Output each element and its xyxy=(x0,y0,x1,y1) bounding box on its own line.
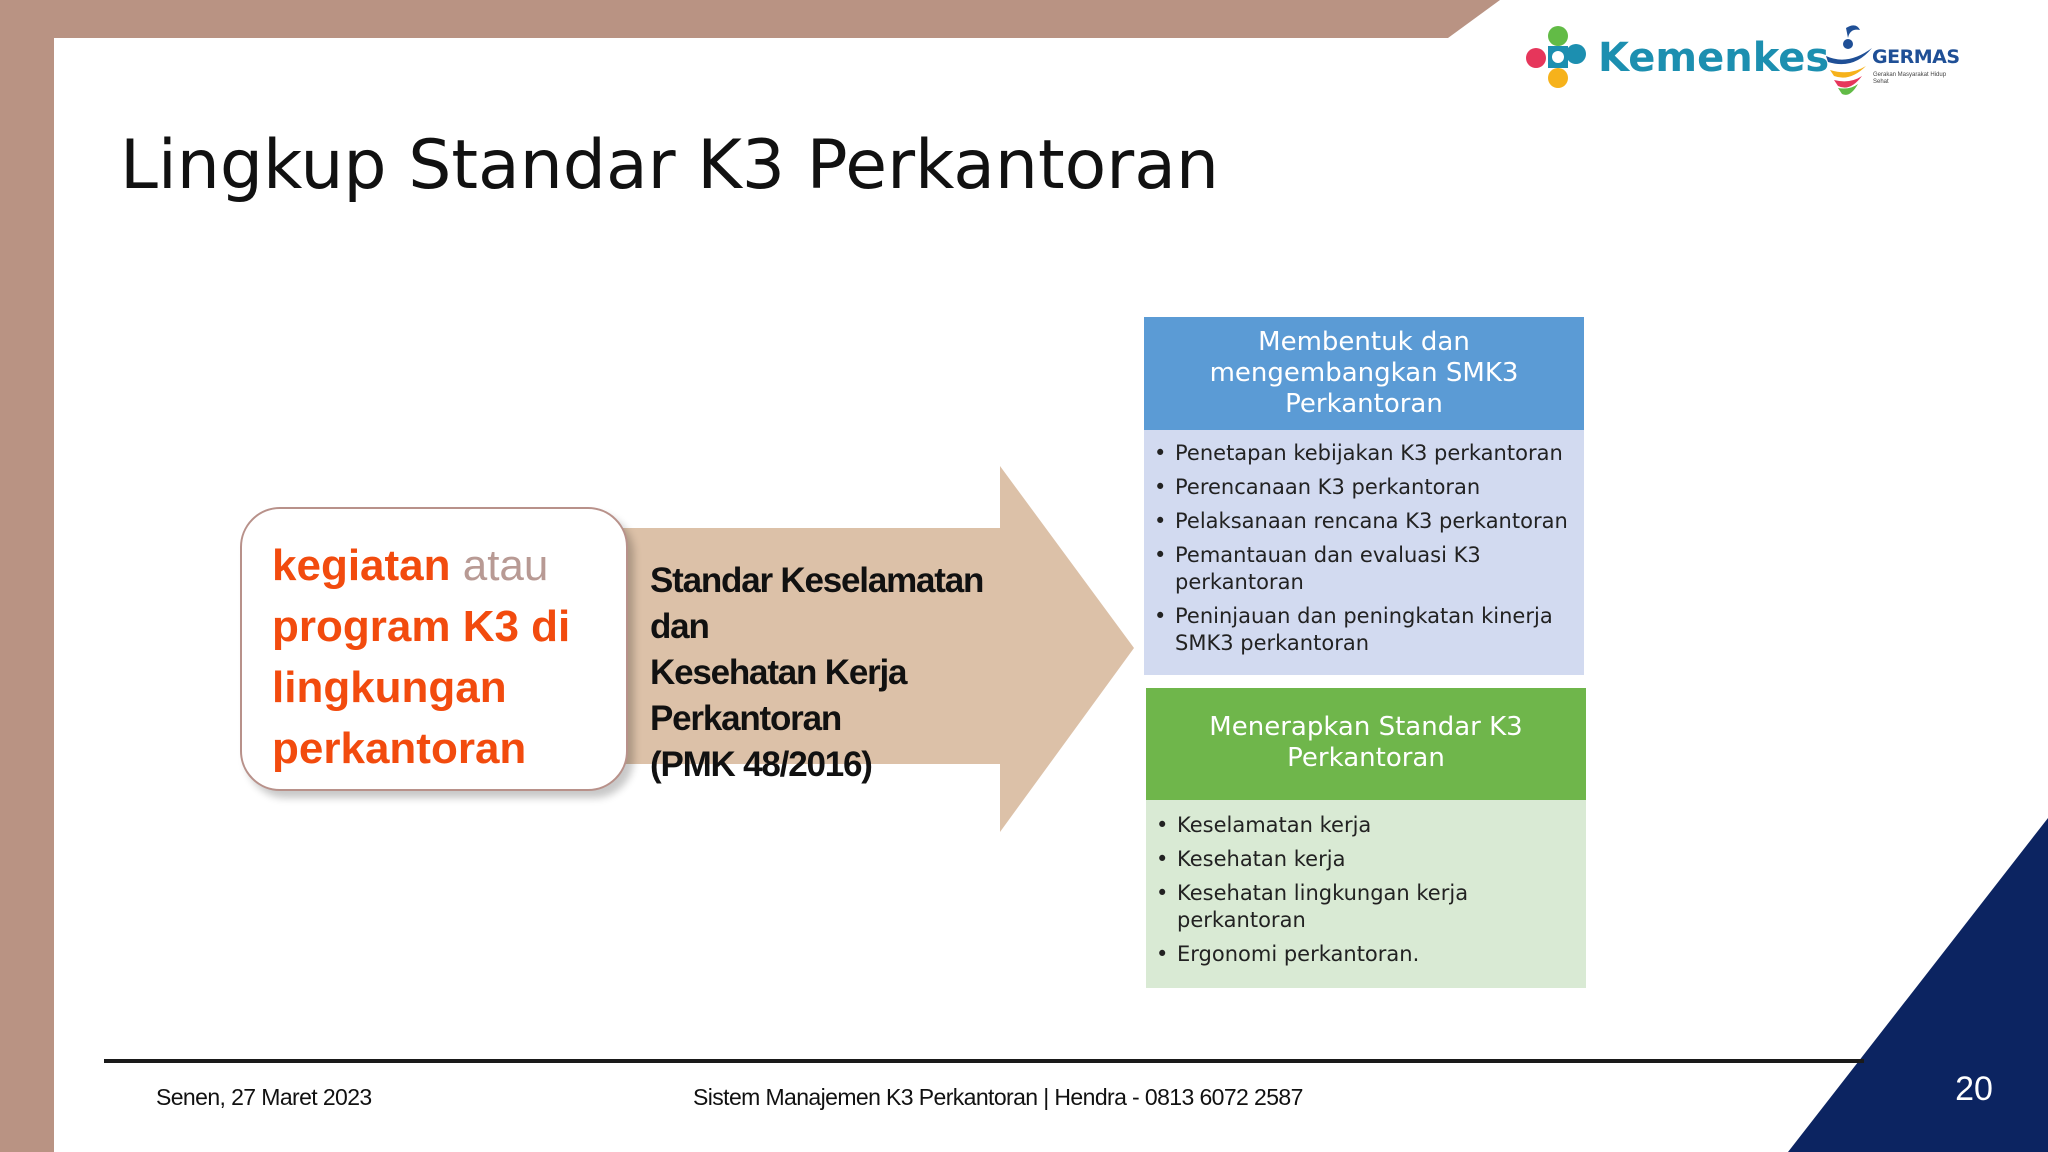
arrow-label-line-4: (PMK 48/2016) xyxy=(650,745,872,784)
germas-logo xyxy=(1820,22,1970,98)
kemenkes-flower-icon xyxy=(1524,24,1588,92)
list-item: • Pemantauan dan evaluasi K3 perkantoran xyxy=(1144,542,1584,596)
arrow-label-line-3: Perkantoran xyxy=(650,699,842,738)
arrow-label xyxy=(650,558,1050,788)
frame-left-band xyxy=(0,0,54,1152)
arrow-label-line-2: Kesehatan Kerja xyxy=(650,653,907,692)
list-item: • Penetapan kebijakan K3 perkantoran xyxy=(1144,440,1584,467)
kemenkes-wordmark: Kemenkes xyxy=(1598,35,1830,81)
list-item: • Keselamatan kerja xyxy=(1146,812,1586,839)
navy-corner-triangle xyxy=(1788,818,2048,1152)
smk3-panel xyxy=(1144,317,1584,675)
list-item: • Perencanaan K3 perkantoran xyxy=(1144,474,1584,501)
activity-scope-box xyxy=(240,507,628,791)
box-text-atau: atau xyxy=(450,541,549,590)
smk3-panel-list xyxy=(1144,430,1584,657)
box-text-kegiatan: kegiatan xyxy=(272,541,451,590)
footer-presentation-info: Sistem Manajemen K3 Perkantoran | Hendra - 0813 6072 2587 xyxy=(693,1084,1303,1110)
page-title: Lingkup Standar K3 Perkantoran xyxy=(120,126,1219,205)
standard-panel-heading: Menerapkan Standar K3 Perkantoran xyxy=(1146,688,1586,800)
list-item: • Pelaksanaan rencana K3 perkantoran xyxy=(1144,508,1584,535)
standard-panel-list xyxy=(1146,800,1586,968)
germas-tagline: Gerakan Masyarakat Hidup Sehat xyxy=(1873,72,1947,85)
list-item: • Kesehatan kerja xyxy=(1146,846,1586,873)
footer-divider xyxy=(104,1059,1864,1063)
standard-panel xyxy=(1146,688,1586,988)
footer-date: Senen, 27 Maret 2023 xyxy=(156,1084,372,1110)
list-item: • Ergonomi perkantoran. xyxy=(1146,941,1586,968)
frame-top-band xyxy=(0,0,1500,38)
box-text-program: program K3 di lingkungan perkantoran xyxy=(272,602,571,773)
list-item: • Kesehatan lingkungan kerja perkantoran xyxy=(1146,880,1586,934)
germas-figure-icon xyxy=(1820,22,1876,98)
germas-wordmark: GERMAS xyxy=(1872,46,1960,68)
kemenkes-logo xyxy=(1524,20,1829,96)
smk3-panel-heading: Membentuk dan mengembangkan SMK3 Perkantoran xyxy=(1144,317,1584,430)
frame-bottom-left-corner xyxy=(0,1112,54,1152)
page-number: 20 xyxy=(1955,1070,1993,1108)
arrow-label-line-1: Standar Keselamatan dan xyxy=(650,561,984,646)
list-item: • Peninjauan dan peningkatan kinerja SMK3 perkantoran xyxy=(1144,603,1584,657)
